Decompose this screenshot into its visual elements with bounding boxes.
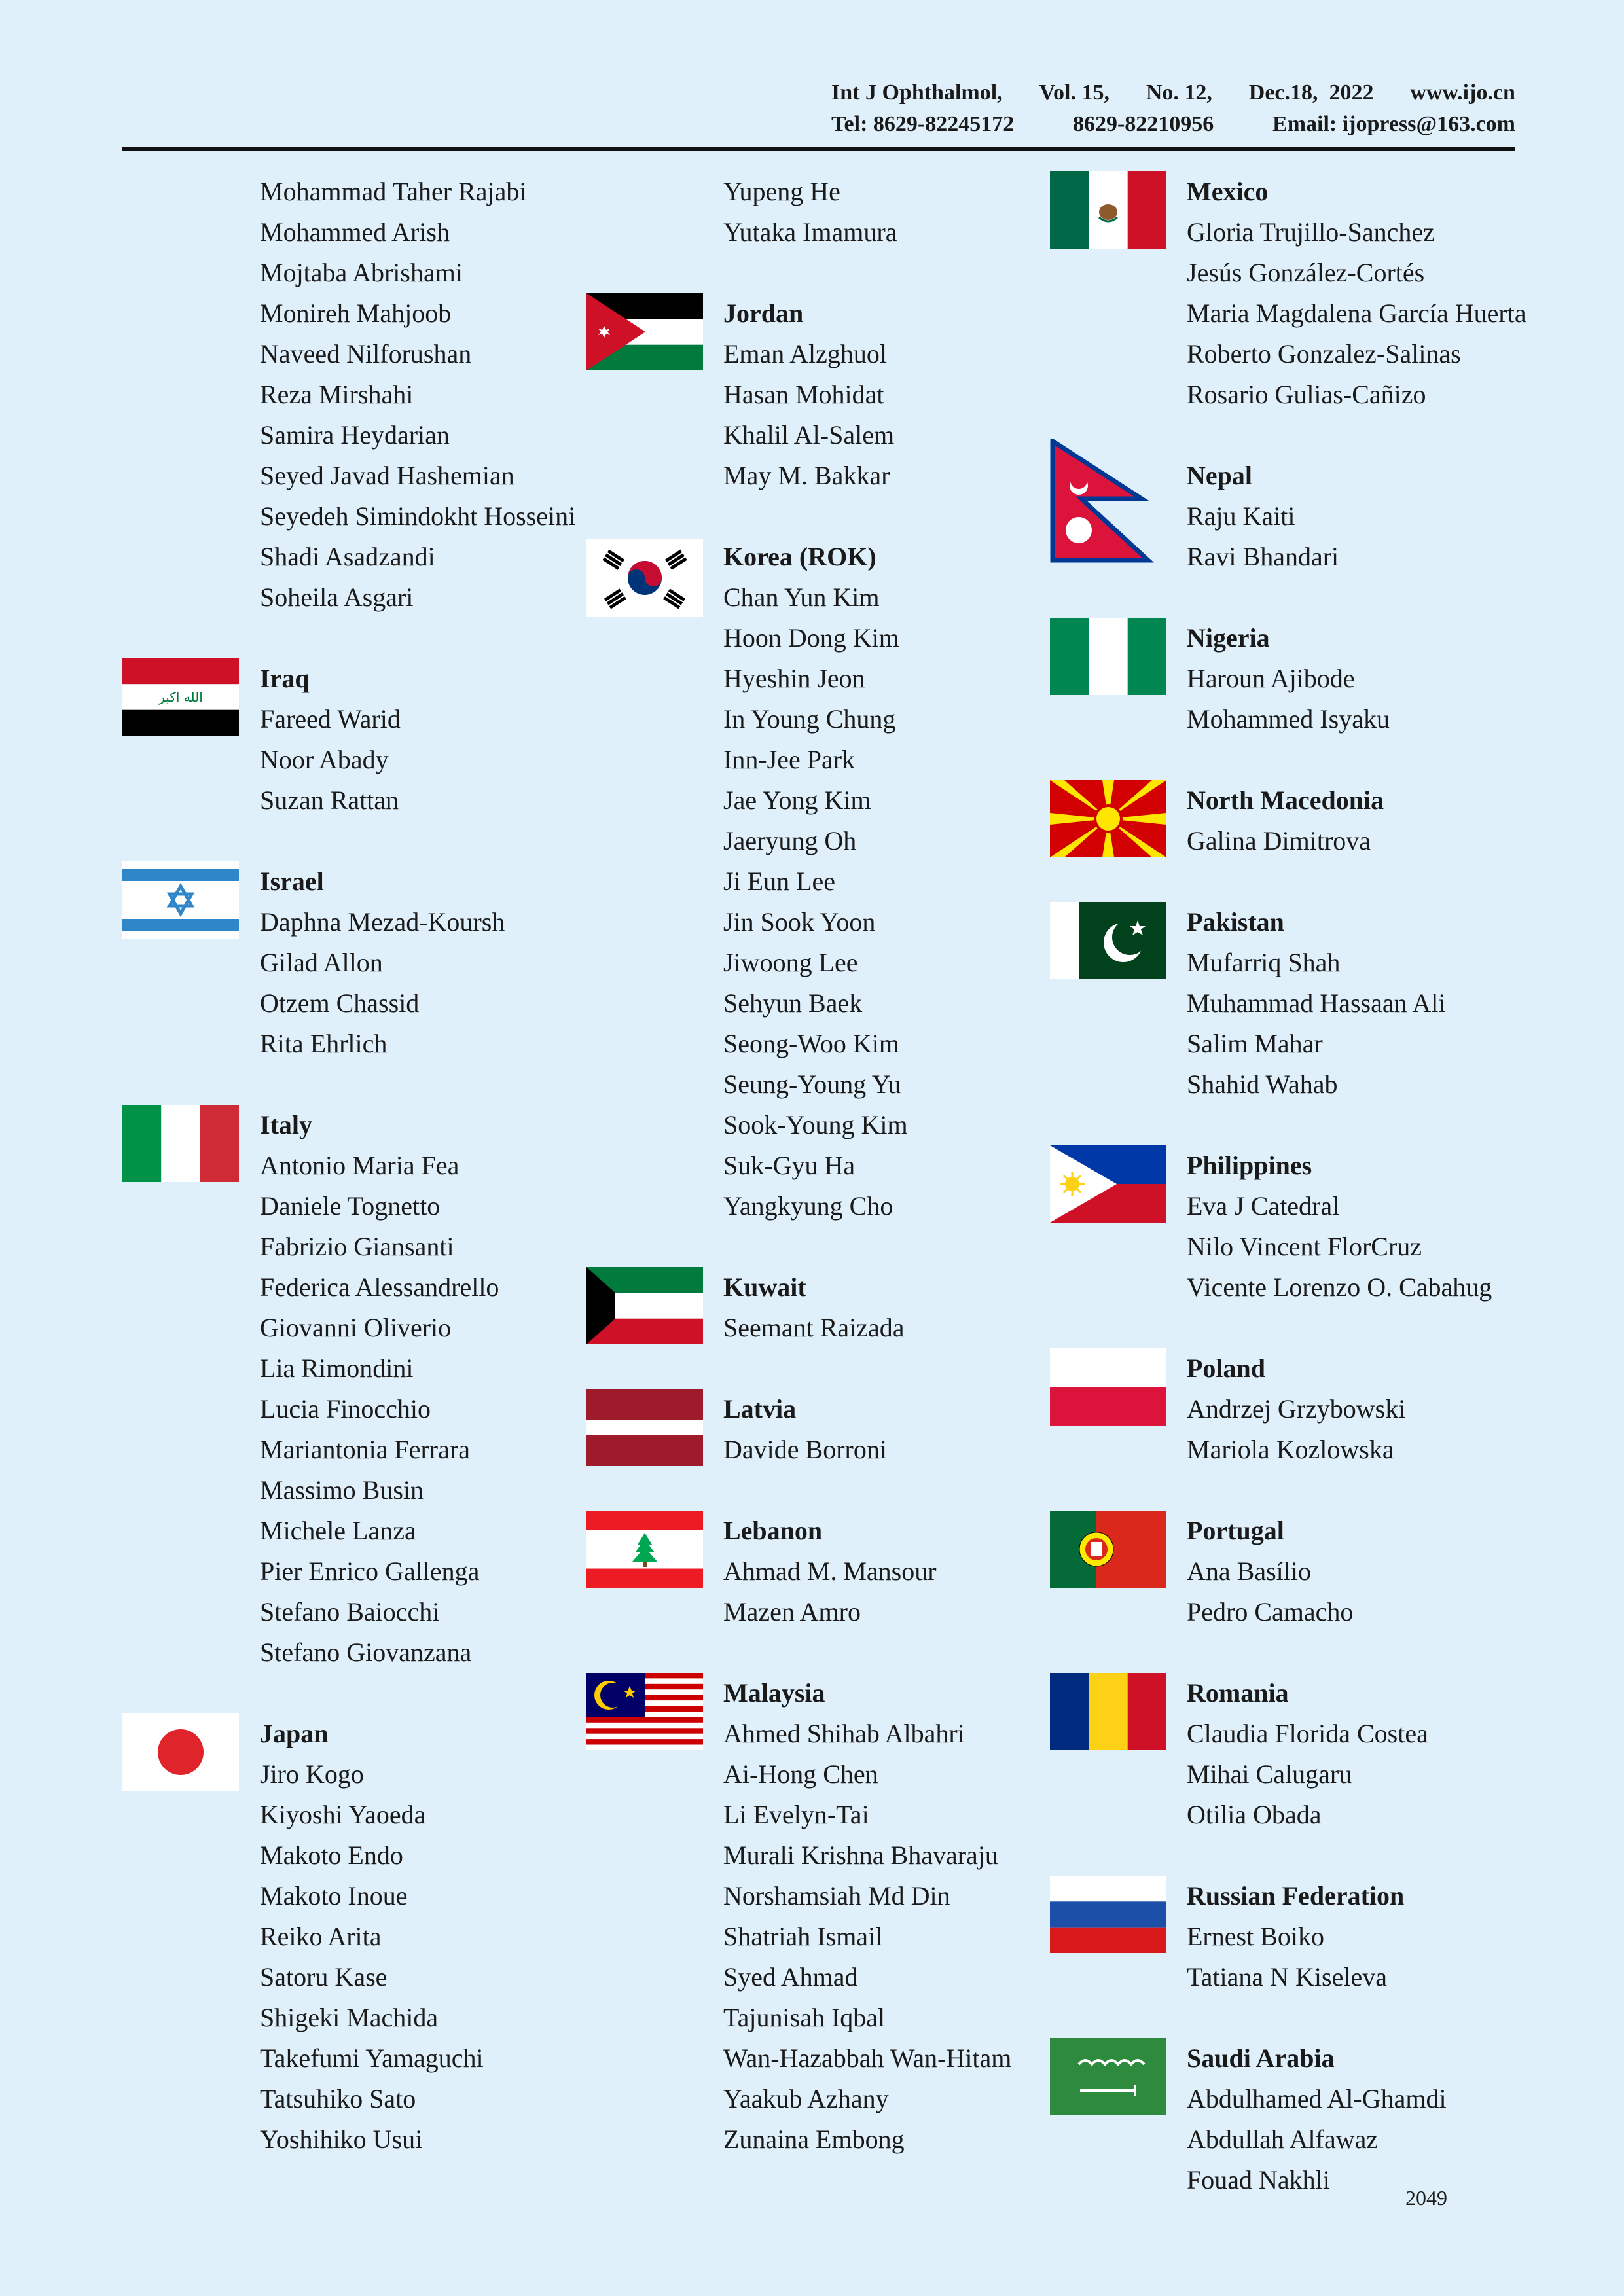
journal-issue: No. 12,	[1146, 81, 1212, 105]
section-spacer	[723, 1470, 1011, 1511]
reviewer-name: Mohammad Taher Rajabi	[260, 177, 527, 206]
reviewer-name: Michele Lanza	[260, 1516, 416, 1545]
reviewer-name: Andrzej Grzybowski	[1187, 1394, 1406, 1424]
header-row-1	[831, 77, 1515, 109]
reviewer-name: Ai-Hong Chen	[723, 1759, 878, 1789]
reviewer-name: Tatsuhiko Sato	[260, 2084, 416, 2113]
reviewer-name: Ernest Boiko	[1187, 1922, 1324, 1951]
reviewer-name: Zunaina Embong	[723, 2125, 905, 2154]
section-spacer	[1187, 861, 1526, 902]
reviewer-name: Daphna Mezad-Koursh	[260, 907, 505, 937]
journal-tel-2: 8629-82210956	[1072, 112, 1214, 136]
reviewer-name: May M. Bakkar	[723, 461, 890, 490]
reviewer-name: Ravi Bhandari	[1187, 542, 1339, 571]
israel-flag-icon	[122, 861, 239, 939]
reviewer-name: Seong-Woo Kim	[723, 1029, 899, 1058]
section-spacer	[260, 1673, 575, 1713]
reviewer-name: Naveed Nilforushan	[260, 339, 472, 368]
portugal-flag-icon	[1050, 1511, 1166, 1588]
country-heading: Romania	[1187, 1678, 1289, 1708]
reviewer-name: Vicente Lorenzo O. Cabahug	[1187, 1272, 1492, 1302]
reviewer-name: Rita Ehrlich	[260, 1029, 388, 1058]
reviewer-name: Nilo Vincent FlorCruz	[1187, 1232, 1422, 1261]
japan-flag-icon	[122, 1713, 239, 1791]
reviewer-name: Yangkyung Cho	[723, 1191, 893, 1221]
reviewer-name: Wan-Hazabbah Wan-Hitam	[723, 2043, 1012, 2073]
country-heading: Jordan	[723, 298, 804, 328]
reviewer-name: Salim Mahar	[1187, 1029, 1323, 1058]
reviewer-name: Eman Alzghuol	[723, 339, 887, 368]
reviewer-name: Pier Enrico Gallenga	[260, 1556, 480, 1586]
header-rule	[122, 147, 1515, 151]
reviewer-name: Seyedeh Simindokht Hosseini	[260, 501, 576, 531]
reviewer-name: Yaakub Azhany	[723, 2084, 889, 2113]
pakistan-flag-icon	[1050, 902, 1166, 979]
reviewer-name: Gilad Allon	[260, 948, 383, 977]
reviewer-name: Seyed Javad Hashemian	[260, 461, 514, 490]
section-spacer	[1187, 1105, 1526, 1145]
page-number: 2049	[1405, 2186, 1447, 2210]
reviewer-name: Soheila Asgari	[260, 583, 414, 612]
reviewer-name: Shahid Wahab	[1187, 1069, 1338, 1099]
reviewer-name: Hyeshin Jeon	[723, 664, 865, 693]
country-heading: Portugal	[1187, 1516, 1284, 1545]
reviewer-name: Jin Sook Yoon	[723, 907, 876, 937]
country-heading: Nigeria	[1187, 623, 1270, 653]
section-spacer	[723, 496, 1011, 537]
italy-flag-icon	[122, 1105, 239, 1182]
latvia-flag-icon	[586, 1389, 703, 1466]
reviewer-name: Massimo Busin	[260, 1475, 424, 1505]
reviewer-name: Suzan Rattan	[260, 785, 399, 815]
journal-date: Dec.18, 2022	[1248, 81, 1374, 105]
country-heading: Korea (ROK)	[723, 542, 876, 571]
reviewer-name: Jae Yong Kim	[723, 785, 871, 815]
reviewer-name: Noor Abady	[260, 745, 389, 774]
country-heading: Malaysia	[723, 1678, 825, 1708]
journal-header	[831, 77, 1515, 140]
reviewer-name: Yutaka Imamura	[723, 217, 897, 247]
reviewer-name: Mufarriq Shah	[1187, 948, 1341, 977]
reviewer-name: Mihai Calugaru	[1187, 1759, 1352, 1789]
country-heading: Nepal	[1187, 461, 1252, 490]
reviewer-name: Claudia Florida Costea	[1187, 1719, 1428, 1748]
section-spacer	[1187, 1835, 1526, 1876]
reviewer-name: Murali Krishna Bhavaraju	[723, 1840, 998, 1870]
reviewer-name: Jiwoong Lee	[723, 948, 858, 977]
reviewer-name: Inn-Jee Park	[723, 745, 856, 774]
journal-email: Email: ijopress@163.com	[1272, 112, 1515, 136]
reviewer-name: Sook-Young Kim	[723, 1110, 908, 1139]
reviewer-name: Mohammed Arish	[260, 217, 450, 247]
reviewer-name: Ahmad M. Mansour	[723, 1556, 937, 1586]
reviewer-name: Mariantonia Ferrara	[260, 1435, 470, 1464]
romania-flag-icon	[1050, 1673, 1166, 1750]
iraq-flag-icon	[122, 658, 239, 736]
section-spacer	[1187, 740, 1526, 780]
reviewer-name: Jiro Kogo	[260, 1759, 364, 1789]
country-heading: Mexico	[1187, 177, 1269, 206]
country-heading: Latvia	[723, 1394, 797, 1424]
section-spacer	[260, 821, 575, 861]
reviewer-name: Stefano Giovanzana	[260, 1638, 472, 1667]
reviewer-name: Fareed Warid	[260, 704, 401, 734]
reviewer-column-1	[260, 171, 575, 2160]
reviewer-name: Mariola Kozlowska	[1187, 1435, 1394, 1464]
section-spacer	[1187, 1632, 1526, 1673]
reviewer-name: Raju Kaiti	[1187, 501, 1295, 531]
reviewer-name: Satoru Kase	[260, 1962, 388, 1992]
country-heading: Japan	[260, 1719, 329, 1748]
reviewer-name: Yupeng He	[723, 177, 840, 206]
reviewer-name: Makoto Endo	[260, 1840, 403, 1870]
reviewer-name: Stefano Baiocchi	[260, 1597, 440, 1626]
reviewer-name: Davide Borroni	[723, 1435, 887, 1464]
country-heading: Kuwait	[723, 1272, 806, 1302]
reviewer-name: Mohammed Isyaku	[1187, 704, 1390, 734]
reviewer-name: Mazen Amro	[723, 1597, 861, 1626]
reviewer-name: Seung-Young Yu	[723, 1069, 901, 1099]
reviewer-name: Makoto Inoue	[260, 1881, 408, 1910]
north-macedonia-flag-icon	[1050, 780, 1166, 857]
reviewer-name: Seemant Raizada	[723, 1313, 905, 1342]
reviewer-name: Chan Yun Kim	[723, 583, 880, 612]
section-spacer	[1187, 415, 1526, 456]
reviewer-name: Federica Alessandrello	[260, 1272, 499, 1302]
mexico-flag-icon	[1050, 171, 1166, 249]
saudi-arabia-flag-icon	[1050, 2038, 1166, 2115]
section-spacer	[1187, 1308, 1526, 1348]
country-heading: North Macedonia	[1187, 785, 1384, 815]
nepal-flag-icon	[1050, 439, 1166, 563]
reviewer-name: Samira Heydarian	[260, 420, 450, 450]
reviewer-name: Abdullah Alfawaz	[1187, 2125, 1379, 2154]
reviewer-name: Reza Mirshahi	[260, 380, 414, 409]
philippines-flag-icon	[1050, 1145, 1166, 1223]
reviewer-name: Haroun Ajibode	[1187, 664, 1355, 693]
journal-tel: Tel: 8629-82245172	[831, 112, 1015, 136]
reviewer-name: Ji Eun Lee	[723, 867, 836, 896]
journal-website: www.ijo.cn	[1410, 81, 1515, 105]
country-heading: Pakistan	[1187, 907, 1284, 937]
reviewer-name: Syed Ahmad	[723, 1962, 858, 1992]
section-spacer	[260, 618, 575, 658]
country-heading: Poland	[1187, 1354, 1266, 1383]
lebanon-flag-icon	[586, 1511, 703, 1588]
section-spacer	[723, 1632, 1011, 1673]
reviewer-name: Fouad Nakhli	[1187, 2165, 1330, 2195]
reviewer-name: Lucia Finocchio	[260, 1394, 431, 1424]
reviewer-name: Suk-Gyu Ha	[723, 1151, 856, 1180]
reviewer-name: Kiyoshi Yaoeda	[260, 1800, 426, 1829]
country-heading: Russian Federation	[1187, 1881, 1405, 1910]
section-spacer	[260, 1064, 575, 1105]
reviewer-column-3	[1187, 171, 1526, 2200]
section-spacer	[723, 1227, 1011, 1267]
reviewer-name: Galina Dimitrova	[1187, 826, 1371, 855]
reviewer-column-2	[723, 171, 1011, 2160]
section-spacer	[723, 253, 1011, 293]
reviewer-name: Hoon Dong Kim	[723, 623, 899, 653]
reviewer-name: Pedro Camacho	[1187, 1597, 1354, 1626]
country-heading: Israel	[260, 867, 324, 896]
country-heading: Italy	[260, 1110, 312, 1139]
journal-name: Int J Ophthalmol,	[831, 81, 1003, 105]
reviewer-name: Otilia Obada	[1187, 1800, 1322, 1829]
reviewer-name: Otzem Chassid	[260, 988, 420, 1018]
header-row-2	[831, 109, 1515, 140]
country-heading: Iraq	[260, 664, 310, 693]
reviewer-name: Norshamsiah Md Din	[723, 1881, 950, 1910]
reviewer-name: Antonio Maria Fea	[260, 1151, 460, 1180]
reviewer-name: Fabrizio Giansanti	[260, 1232, 454, 1261]
reviewer-name: Sehyun Baek	[723, 988, 863, 1018]
reviewer-name: Lia Rimondini	[260, 1354, 414, 1383]
nigeria-flag-icon	[1050, 618, 1166, 695]
reviewer-name: Li Evelyn-Tai	[723, 1800, 869, 1829]
korea-flag-icon	[586, 539, 703, 617]
reviewer-name: Hasan Mohidat	[723, 380, 884, 409]
section-spacer	[1187, 1470, 1526, 1511]
reviewer-name: Monireh Mahjoob	[260, 298, 452, 328]
reviewer-name: Muhammad Hassaan Ali	[1187, 988, 1446, 1018]
reviewer-name: Giovanni Oliverio	[260, 1313, 452, 1342]
section-spacer	[1187, 1998, 1526, 2038]
svg-text:الله اكبر: الله اكبر	[158, 689, 203, 705]
reviewer-name: Tatiana N Kiseleva	[1187, 1962, 1387, 1992]
reviewer-name: Maria Magdalena García Huerta	[1187, 298, 1526, 328]
reviewer-name: Khalil Al-Salem	[723, 420, 895, 450]
reviewer-name: Jesús González-Cortés	[1187, 258, 1425, 287]
reviewer-name: Shadi Asadzandi	[260, 542, 435, 571]
malaysia-flag-icon	[586, 1673, 703, 1750]
reviewer-name: Ana Basílio	[1187, 1556, 1311, 1586]
reviewer-name: In Young Chung	[723, 704, 896, 734]
reviewer-name: Shatriah Ismail	[723, 1922, 883, 1951]
jordan-flag-icon	[586, 293, 703, 370]
country-heading: Saudi Arabia	[1187, 2043, 1335, 2073]
reviewer-name: Jaeryung Oh	[723, 826, 857, 855]
reviewer-name: Yoshihiko Usui	[260, 2125, 423, 2154]
section-spacer	[723, 1348, 1011, 1389]
russia-flag-icon	[1050, 1876, 1166, 1953]
reviewer-name: Rosario Gulias-Cañizo	[1187, 380, 1426, 409]
country-heading: Philippines	[1187, 1151, 1312, 1180]
reviewer-name: Eva J Catedral	[1187, 1191, 1340, 1221]
reviewer-name: Reiko Arita	[260, 1922, 382, 1951]
journal-volume: Vol. 15,	[1039, 81, 1110, 105]
country-heading: Lebanon	[723, 1516, 823, 1545]
reviewer-name: Mojtaba Abrishami	[260, 258, 463, 287]
reviewer-name: Roberto Gonzalez-Salinas	[1187, 339, 1461, 368]
reviewer-name: Tajunisah Iqbal	[723, 2003, 886, 2032]
reviewer-name: Ahmed Shihab Albahri	[723, 1719, 965, 1748]
poland-flag-icon	[1050, 1348, 1166, 1426]
reviewer-name: Gloria Trujillo-Sanchez	[1187, 217, 1435, 247]
reviewer-name: Shigeki Machida	[260, 2003, 439, 2032]
reviewer-name: Daniele Tognetto	[260, 1191, 441, 1221]
reviewer-name: Takefumi Yamaguchi	[260, 2043, 484, 2073]
kuwait-flag-icon	[586, 1267, 703, 1344]
section-spacer	[1187, 577, 1526, 618]
reviewer-name: Abdulhamed Al-Ghamdi	[1187, 2084, 1447, 2113]
